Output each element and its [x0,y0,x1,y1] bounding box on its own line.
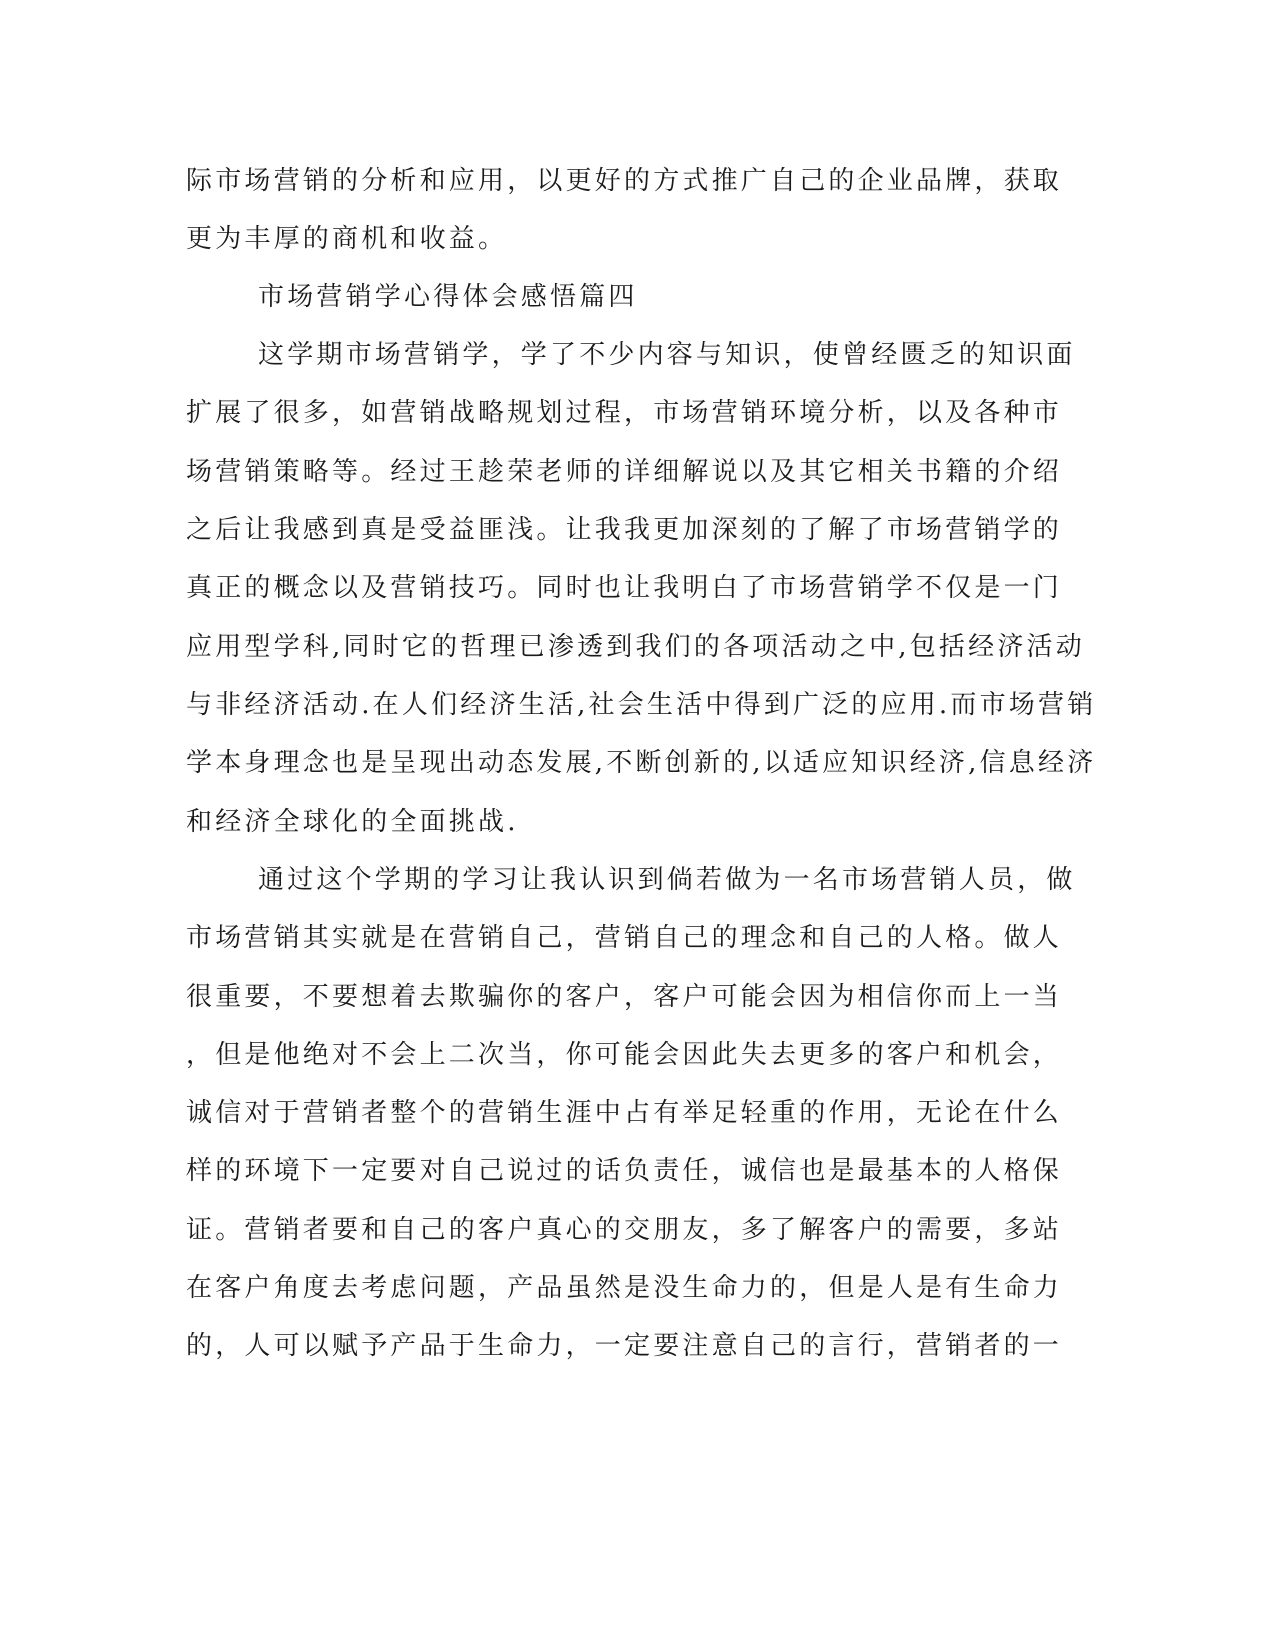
paragraph-line: 真正的概念以及营销技巧。同时也让我明白了市场营销学不仅是一门 [186,573,1063,603]
paragraph-line: 与非经济活动.在人们经济生活,社会生活中得到广泛的应用.而市场营销 [186,690,1097,720]
paragraph-line: 和经济全球化的全面挑战. [186,807,519,837]
paragraph-line: 市场营销其实就是在营销自己，营销自己的理念和自己的人格。做人 [186,923,1063,953]
paragraph-line: 样的环境下一定要对自己说过的话负责任，诚信也是最基本的人格保 [186,1156,1063,1186]
paragraph-line: 诚信对于营销者整个的营销生涯中占有举足轻重的作用，无论在什么 [186,1098,1063,1128]
paragraph-line: 学本身理念也是呈现出动态发展,不断创新的,以适应知识经济,信息经济 [186,748,1097,778]
paragraph-line: 的，人可以赋予产品于生命力，一定要注意自己的言行，营销者的一 [186,1331,1063,1361]
paragraph-line: 证。营销者要和自己的客户真心的交朋友，多了解客户的需要，多站 [186,1215,1063,1245]
paragraph-line: 在客户角度去考虑问题，产品虽然是没生命力的，但是人是有生命力 [186,1273,1063,1303]
paragraph-line: 场营销策略等。经过王趁荣老师的详细解说以及其它相关书籍的介绍 [186,457,1063,487]
paragraph-line: 之后让我感到真是受益匪浅。让我我更加深刻的了解了市场营销学的 [186,515,1063,545]
paragraph-line: 这学期市场营销学，学了不少内容与知识，使曾经匮乏的知识面 [258,340,1076,370]
paragraph-line: 更为丰厚的商机和收益。 [186,224,508,254]
paragraph-line: 际市场营销的分析和应用，以更好的方式推广自己的企业品牌，获取 [186,166,1063,196]
paragraph-line: 应用型学科,同时它的哲理已渗透到我们的各项活动之中,包括经济活动 [186,632,1085,662]
paragraph-line: 通过这个学期的学习让我认识到倘若做为一名市场营销人员，做 [258,865,1076,895]
paragraph-line: ，但是他绝对不会上二次当，你可能会因此失去更多的客户和机会， [186,1040,1063,1070]
paragraph-line: 很重要，不要想着去欺骗你的客户，客户可能会因为相信你而上一当 [186,982,1063,1012]
section-heading: 市场营销学心得体会感悟篇四 [258,282,638,312]
paragraph-line: 扩展了很多，如营销战略规划过程，市场营销环境分析，以及各种市 [186,398,1063,428]
